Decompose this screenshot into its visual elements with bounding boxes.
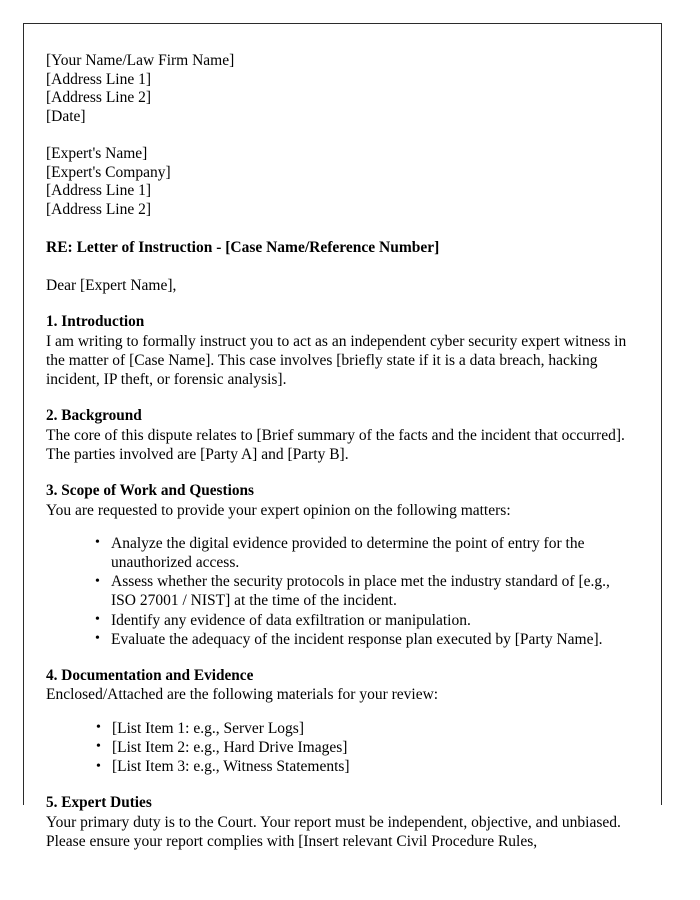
section-heading: 5. Expert Duties	[46, 794, 152, 812]
section-body: The core of this dispute relates to [Brief summary of the facts and the incident that occurred]. The parties involved are [Party A] and [Party B].	[46, 426, 625, 463]
section-body: You are requested to provide your expert opinion on the following matters:	[46, 501, 511, 519]
section-expert-duties	[46, 794, 635, 851]
section-documentation	[46, 667, 635, 776]
scope-bullet-list	[46, 534, 635, 649]
section-body: Enclosed/Attached are the following materials for your review:	[46, 686, 439, 704]
list-item: • Evaluate the adequacy of the incident response plan executed by [Party Name].	[91, 630, 635, 649]
section-heading: 3. Scope of Work and Questions	[46, 482, 254, 500]
section-background	[46, 407, 635, 464]
subject-line: RE: Letter of Instruction - [Case Name/Reference Number]	[46, 239, 440, 257]
list-item: • Identify any evidence of data exfiltration or manipulation.	[91, 611, 635, 630]
section-introduction	[46, 313, 635, 389]
address-block-spacer	[46, 126, 635, 145]
list-item: • [List Item 3: e.g., Witness Statements]	[92, 757, 635, 776]
section-body: I am writing to formally instruct you to act as an independent cyber security expert witness in the matter of [Case Name]. This case involves [briefly state if it is a data breach, hacking incident, IP theft, or forensic analysis].	[46, 332, 627, 389]
recipient-address-line: [Address Line 1]	[46, 182, 152, 200]
recipient-name-line: [Expert's Name]	[46, 144, 148, 162]
list-item: • [List Item 2: e.g., Hard Drive Images]	[92, 738, 635, 757]
sender-address-line: [Address Line 2]	[46, 89, 152, 107]
evidence-bullet-list	[46, 719, 635, 777]
sender-address-line: [Address Line 1]	[46, 70, 152, 88]
section-heading: 1. Introduction	[46, 313, 145, 331]
section-heading: 2. Background	[46, 407, 142, 425]
list-item: • Assess whether the security protocols in place met the industry standard of [e.g., ISO 27001 / NIST] at the time of the incident.	[91, 572, 635, 610]
recipient-address-block	[46, 145, 635, 219]
section-body: Your primary duty is to the Court. Your report must be independent, objective, and unbiased. Please ensure your report complies with [Insert relevant Civil Procedure Rules,	[46, 813, 621, 850]
recipient-address-line: [Address Line 2]	[46, 200, 152, 218]
section-heading: 4. Documentation and Evidence	[46, 667, 254, 684]
list-item: • [List Item 1: e.g., Server Logs]	[92, 719, 635, 738]
section-scope-of-work	[46, 482, 635, 649]
recipient-company-line: [Expert's Company]	[46, 163, 171, 181]
list-item: • Analyze the digital evidence provided to determine the point of entry for the unauthorized access.	[91, 534, 635, 572]
sender-address-block	[46, 52, 635, 126]
salutation: Dear [Expert Name],	[46, 277, 177, 295]
sender-date-line: [Date]	[46, 107, 86, 125]
document-page	[23, 23, 662, 850]
sender-address-line: [Your Name/Law Firm Name]	[46, 52, 235, 69]
document-body	[24, 24, 661, 851]
